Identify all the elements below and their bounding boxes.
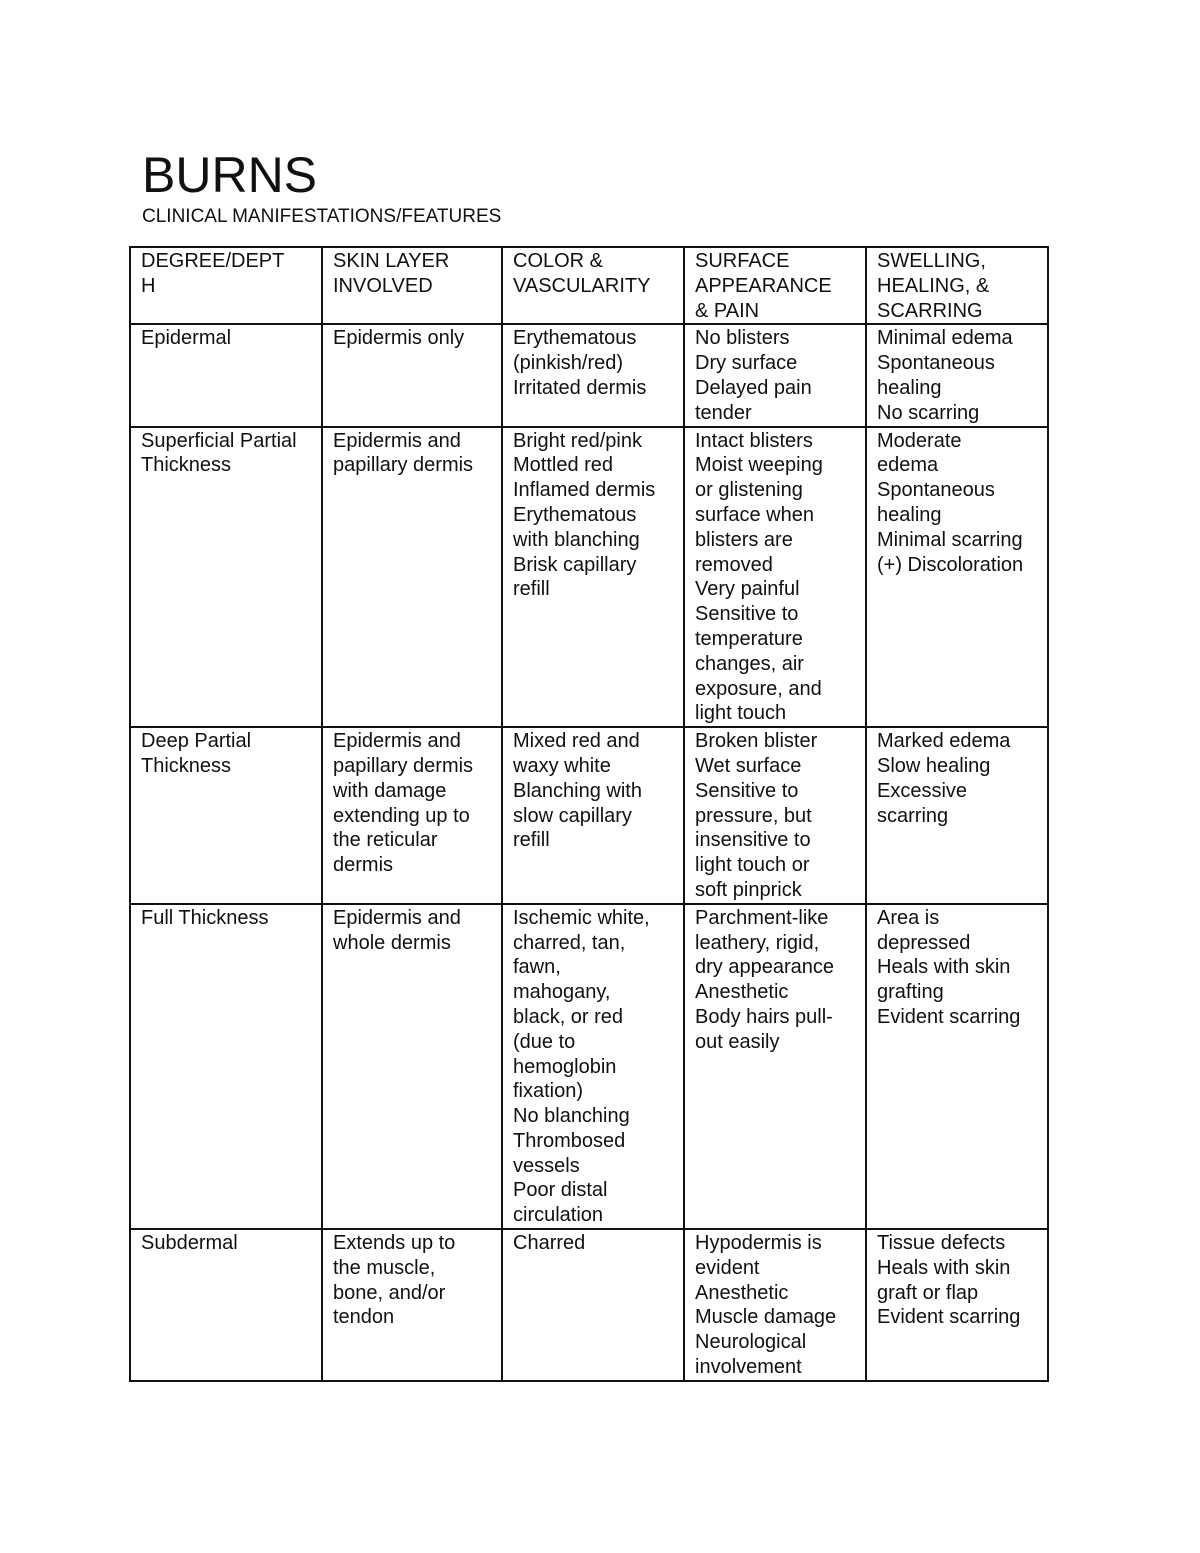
cell-degree: Superficial Partial Thickness <box>130 427 322 728</box>
cell-swelling: Marked edema Slow healing Excessive scarring <box>866 727 1048 904</box>
header-degree-depth: DEGREE/DEPT H <box>130 247 322 324</box>
page-title: BURNS <box>142 147 318 203</box>
table-row <box>130 427 1048 728</box>
cell-degree: Full Thickness <box>130 904 322 1229</box>
cell-color: Erythematous (pinkish/red) Irritated dermis <box>502 324 684 426</box>
header-surface-pain: SURFACE APPEARANCE & PAIN <box>684 247 866 324</box>
table-row <box>130 324 1048 426</box>
cell-surface: Intact blisters Moist weeping or glistening surface when blisters are removed Very painful Sensitive to temperature changes, air exposure, and light touch <box>684 427 866 728</box>
burns-table <box>129 246 1049 1382</box>
cell-color: Mixed red and waxy white Blanching with slow capillary refill <box>502 727 684 904</box>
table-header-row <box>130 247 1048 324</box>
cell-swelling: Minimal edema Spontaneous healing No scarring <box>866 324 1048 426</box>
cell-surface: Hypodermis is evident Anesthetic Muscle damage Neurological involvement <box>684 1229 866 1381</box>
cell-degree: Subdermal <box>130 1229 322 1381</box>
cell-swelling: Tissue defects Heals with skin graft or flap Evident scarring <box>866 1229 1048 1381</box>
cell-color: Ischemic white, charred, tan, fawn, mahogany, black, or red (due to hemoglobin fixation) No blanching Thrombosed vessels Poor distal circulation <box>502 904 684 1229</box>
table-row <box>130 904 1048 1229</box>
cell-swelling: Area is depressed Heals with skin grafting Evident scarring <box>866 904 1048 1229</box>
cell-surface: Broken blister Wet surface Sensitive to pressure, but insensitive to light touch or soft pinprick <box>684 727 866 904</box>
cell-skin-layer: Epidermis only <box>322 324 502 426</box>
cell-color: Bright red/pink Mottled red Inflamed dermis Erythematous with blanching Brisk capillary refill <box>502 427 684 728</box>
header-color-vascularity: COLOR & VASCULARITY <box>502 247 684 324</box>
cell-swelling: Moderate edema Spontaneous healing Minimal scarring (+) Discoloration <box>866 427 1048 728</box>
table-row <box>130 1229 1048 1381</box>
cell-skin-layer: Epidermis and papillary dermis with damage extending up to the reticular dermis <box>322 727 502 904</box>
cell-degree: Deep Partial Thickness <box>130 727 322 904</box>
cell-degree: Epidermal <box>130 324 322 426</box>
cell-surface: Parchment-like leathery, rigid, dry appearance Anesthetic Body hairs pull- out easily <box>684 904 866 1229</box>
cell-skin-layer: Epidermis and whole dermis <box>322 904 502 1229</box>
table-row <box>130 727 1048 904</box>
cell-skin-layer: Extends up to the muscle, bone, and/or tendon <box>322 1229 502 1381</box>
cell-color: Charred <box>502 1229 684 1381</box>
cell-surface: No blisters Dry surface Delayed pain tender <box>684 324 866 426</box>
page-subtitle: CLINICAL MANIFESTATIONS/FEATURES <box>142 206 502 227</box>
cell-skin-layer: Epidermis and papillary dermis <box>322 427 502 728</box>
header-skin-layer: SKIN LAYER INVOLVED <box>322 247 502 324</box>
header-swelling-healing: SWELLING, HEALING, & SCARRING <box>866 247 1048 324</box>
